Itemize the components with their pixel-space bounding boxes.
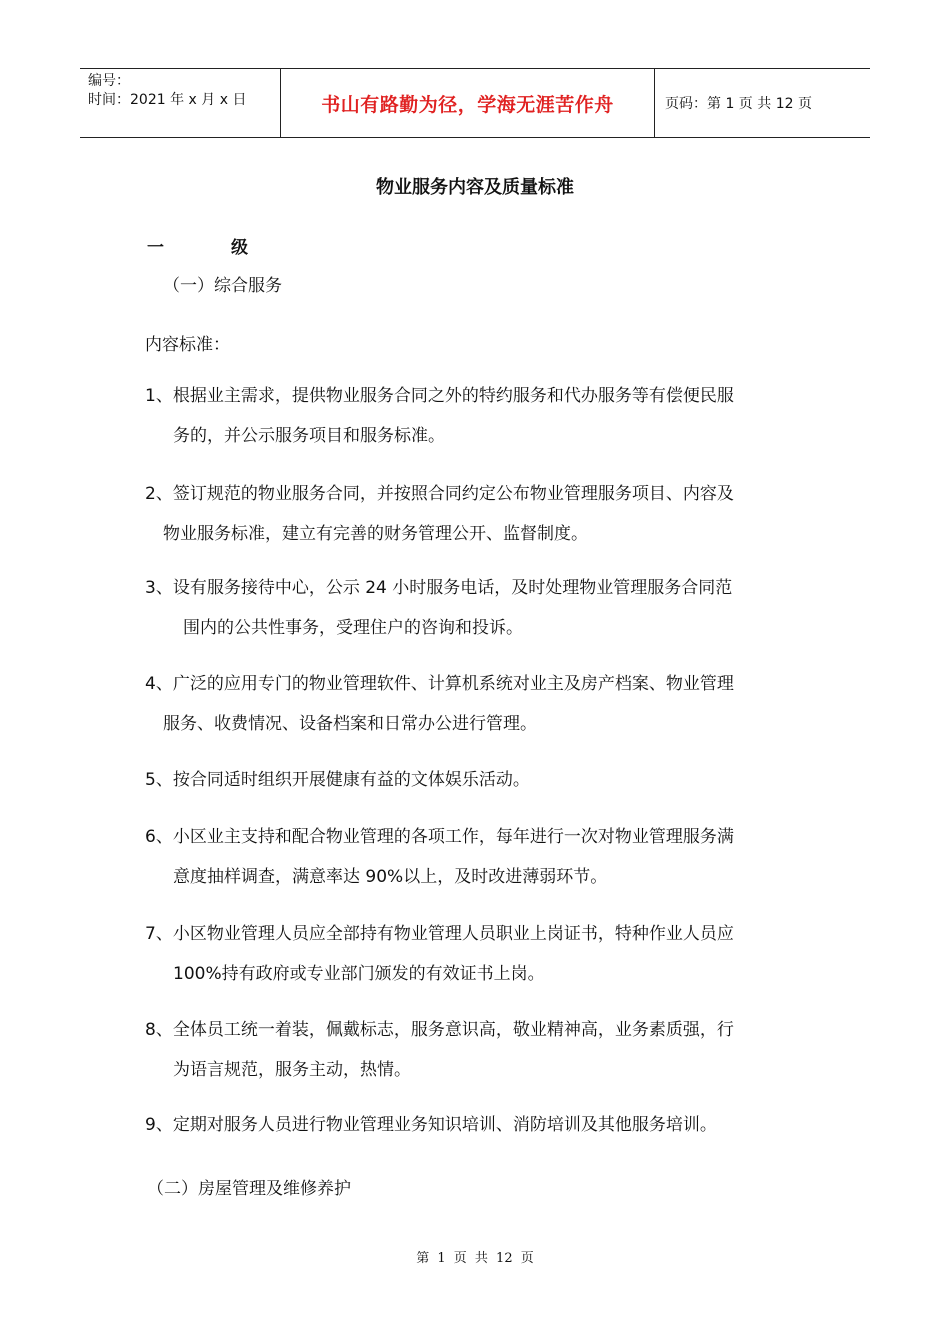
- section-heading-general: （一）综合服务: [163, 276, 282, 296]
- list-item: [145, 474, 815, 554]
- page-header: [80, 68, 870, 138]
- list-item-line: 7、小区物业管理人员应全部持有物业管理人员职业上岗证书，特种作业人员应: [145, 924, 734, 944]
- header-motto-cell: [281, 69, 655, 137]
- list-item-line: 6、小区业主支持和配合物业管理的各项工作，每年进行一次对物业管理服务满: [145, 827, 734, 847]
- level-number: 一: [147, 238, 164, 258]
- list-item-line: 2、签订规范的物业服务合同，并按照合同约定公布物业管理服务项目、内容及: [145, 484, 734, 504]
- doc-date-label: 时间：2021 年 x 月 x 日: [88, 92, 247, 108]
- list-item: [145, 760, 815, 800]
- list-item-line: 5、按合同适时组织开展健康有益的文体娱乐活动。: [145, 770, 530, 790]
- list-item-continuation: 为语言规范，服务主动，热情。: [173, 1060, 411, 1080]
- list-item-continuation: 100%持有政府或专业部门颁发的有效证书上岗。: [173, 964, 545, 984]
- list-item-line: 4、广泛的应用专门的物业管理软件、计算机系统对业主及房产档案、物业管理: [145, 674, 734, 694]
- list-item-continuation: 务的，并公示服务项目和服务标准。: [173, 426, 445, 446]
- list-item-continuation: 围内的公共性事务，受理住户的咨询和投诉。: [183, 618, 523, 638]
- list-item: [145, 1010, 815, 1090]
- list-item: [145, 568, 815, 648]
- list-item: [145, 914, 815, 994]
- doc-number-label: 编号：: [88, 73, 130, 89]
- header-motto: 书山有路勤为径，学海无涯苦作舟: [321, 93, 614, 116]
- header-meta: [80, 69, 281, 137]
- list-item-line: 9、定期对服务人员进行物业管理业务知识培训、消防培训及其他服务培训。: [145, 1115, 717, 1135]
- list-item-line: 8、全体员工统一着装，佩戴标志，服务意识高，敬业精神高，业务素质强，行: [145, 1020, 734, 1040]
- list-item: [145, 376, 815, 456]
- document-title: 物业服务内容及质量标准: [376, 177, 574, 198]
- header-page-info: 页码：第 1 页 共 12 页: [665, 96, 812, 112]
- page-footer: 第 1 页 共 12 页: [416, 1251, 534, 1266]
- list-item-continuation: 意度抽样调查，满意率达 90%以上，及时改进薄弱环节。: [173, 867, 608, 887]
- header-page-info-cell: [655, 69, 870, 137]
- list-item-line: 3、设有服务接待中心，公示 24 小时服务电话，及时处理物业管理服务合同范: [145, 578, 733, 598]
- list-item: [145, 817, 815, 897]
- list-item: [145, 1105, 815, 1145]
- list-item: [145, 664, 815, 744]
- level-heading: [147, 233, 248, 258]
- list-item-continuation: 服务、收费情况、设备档案和日常办公进行管理。: [163, 714, 537, 734]
- section-heading-housing: （二）房屋管理及维修养护: [147, 1179, 351, 1199]
- list-item-line: 1、根据业主需求，提供物业服务合同之外的特约服务和代办服务等有偿便民服: [145, 386, 734, 406]
- content-standard-label: 内容标准：: [145, 335, 230, 355]
- list-item-continuation: 物业服务标准，建立有完善的财务管理公开、监督制度。: [163, 524, 588, 544]
- level-word: 级: [231, 238, 248, 258]
